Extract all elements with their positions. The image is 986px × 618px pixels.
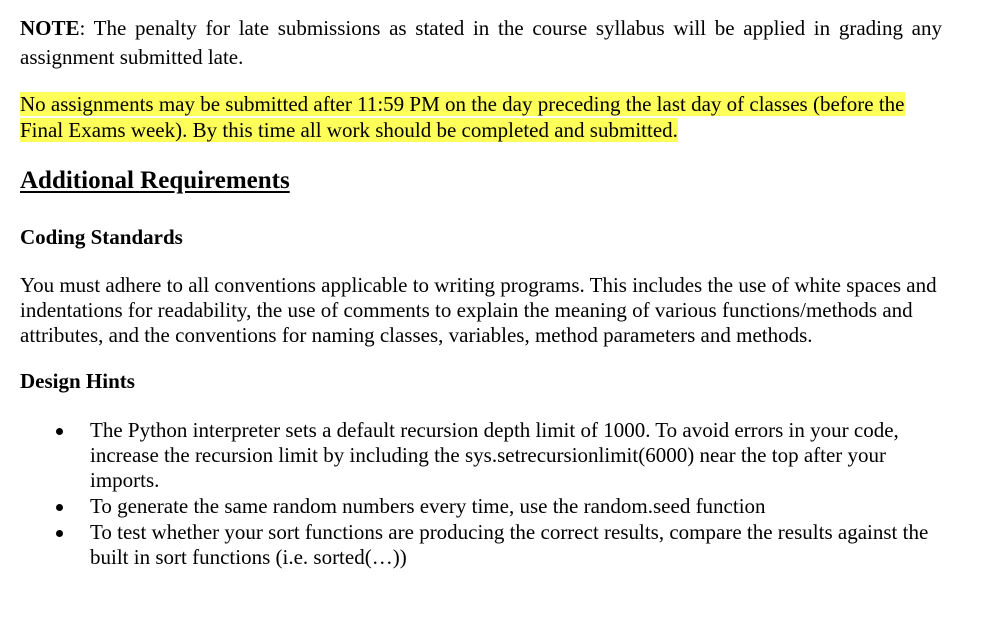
- note-label: NOTE: [20, 16, 80, 40]
- design-hints-heading: Design Hints: [20, 369, 135, 393]
- coding-standards-heading: Coding Standards: [20, 225, 183, 249]
- coding-standards-paragraph: You must adhere to all conventions applicable to writing programs. This includes the use of white spaces and indentations for readability, the use of comments to explain the meaning of various functions/methods and attributes, and the conventions for naming classes, variables, method parameters and methods.: [20, 273, 937, 347]
- list-item-text: The Python interpreter sets a default recursion depth limit of 1000. To avoid errors in your code, increase the recursion limit by including the sys.setrecursionlimit(6000) near the top after your imports.: [90, 418, 899, 492]
- note-text: : The penalty for late submissions as stated in the course syllabus will be applied in grading any assignment submitted late.: [20, 16, 942, 69]
- list-item-text: To test whether your sort functions are producing the correct results, compare the results against the built in sort functions (i.e. sorted(…)): [90, 520, 929, 569]
- design-hints-list: [20, 418, 950, 570]
- bullet-icon: [56, 504, 63, 511]
- additional-requirements-heading: Additional Requirements: [20, 167, 290, 194]
- list-item: [20, 418, 930, 493]
- late-penalty-note: [20, 14, 942, 72]
- deadline-paragraph: [20, 91, 950, 143]
- list-item: [20, 494, 930, 519]
- bullet-icon: [56, 428, 63, 435]
- list-item-text: To generate the same random numbers every time, use the random.seed function: [90, 494, 766, 518]
- list-item: [20, 520, 930, 570]
- deadline-highlighted-text: No assignments may be submitted after 11:59 PM on the day preceding the last day of classes (before the Final Exams week). By this time all work should be completed and submitted.: [20, 92, 905, 142]
- bullet-icon: [56, 530, 63, 537]
